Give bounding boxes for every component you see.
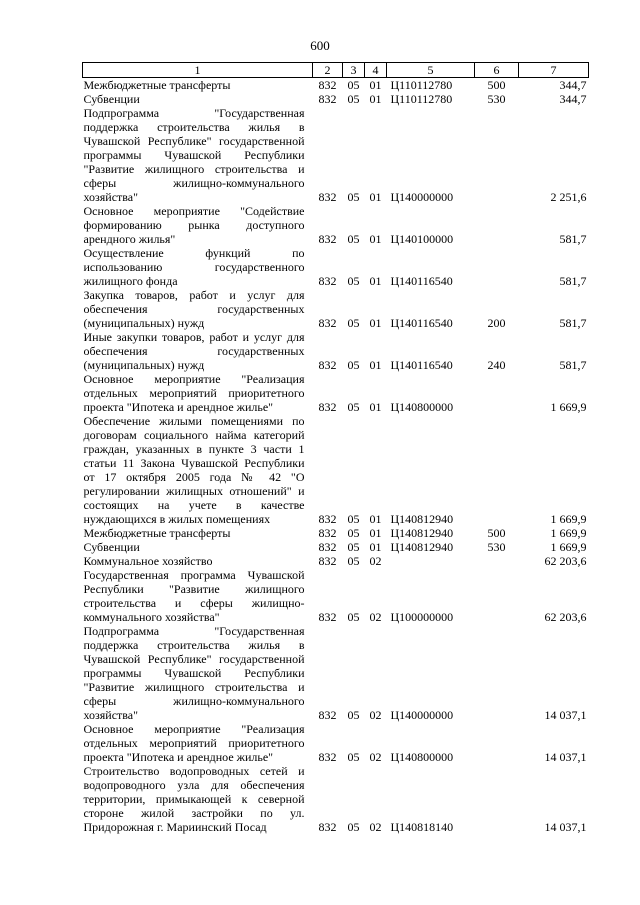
row-expense-type-cell xyxy=(475,764,519,834)
column-header-3: 3 xyxy=(343,63,365,78)
row-subsection-cell: 01 xyxy=(369,526,382,540)
row-name-cell: Строительство водопроводных сетей и водопроводного узла для обеспечения территории, примыкающей к северной стороне жилой застройки по ул. Придорожная г. Мариинский Посад xyxy=(83,764,305,834)
row-ministry-cell: 832 xyxy=(318,232,337,246)
row-ministry-cell: 832 xyxy=(318,512,337,526)
row-name-cell: Основное мероприятие "Реализация отдельных мероприятий приоритетного проекта "Ипотека и арендное жилье" xyxy=(83,722,305,764)
row-amount-cell: 62 203,6 xyxy=(544,610,587,624)
row-expense-type-cell: 200 xyxy=(487,316,506,330)
table-row xyxy=(83,526,589,540)
row-subsection-cell: 02 xyxy=(369,554,382,568)
row-amount-cell: 62 203,6 xyxy=(544,554,587,568)
row-amount-cell: 581,7 xyxy=(559,274,587,288)
row-expense-type-cell: 500 xyxy=(487,526,506,540)
row-expense-type-cell: 530 xyxy=(487,540,506,554)
row-amount-cell: 344,7 xyxy=(559,92,587,106)
row-amount-cell: 581,7 xyxy=(559,358,587,372)
table-row xyxy=(83,414,589,526)
row-target-code-cell: Ц140812940 xyxy=(390,526,454,540)
row-amount-cell: 1 669,9 xyxy=(550,512,587,526)
row-section-cell: 05 xyxy=(347,750,360,764)
row-section-cell: 05 xyxy=(347,232,360,246)
table-row xyxy=(83,246,589,288)
row-target-code-cell: Ц140116540 xyxy=(390,274,453,288)
row-section-cell: 05 xyxy=(347,358,360,372)
row-amount-cell: 1 669,9 xyxy=(550,540,587,554)
table-row xyxy=(83,372,589,414)
column-header-2: 2 xyxy=(313,63,343,78)
table-row xyxy=(83,288,589,330)
row-ministry-cell: 832 xyxy=(318,540,337,554)
row-subsection-cell: 02 xyxy=(369,820,382,834)
row-amount-cell: 14 037,1 xyxy=(544,820,587,834)
table-row xyxy=(83,554,589,568)
row-name-cell: Межбюджетные трансферты xyxy=(83,78,231,92)
row-subsection-cell: 01 xyxy=(369,512,382,526)
row-target-code-cell: Ц140800000 xyxy=(390,750,454,764)
row-subsection-cell: 01 xyxy=(369,232,382,246)
row-target-code-cell: Ц110112780 xyxy=(390,78,453,92)
table-header xyxy=(83,63,589,78)
row-ministry-cell: 832 xyxy=(318,92,337,106)
row-target-code-cell: Ц140800000 xyxy=(390,400,454,414)
row-subsection-cell: 01 xyxy=(369,190,382,204)
budget-table xyxy=(82,62,589,834)
row-ministry-cell: 832 xyxy=(318,526,337,540)
row-ministry-cell: 832 xyxy=(318,820,337,834)
row-section-cell: 05 xyxy=(347,92,360,106)
row-target-code-cell: Ц100000000 xyxy=(390,610,454,624)
row-name-cell: Основное мероприятие "Реализация отдельных мероприятий приоритетного проекта "Ипотека и арендное жилье" xyxy=(83,372,305,414)
table-row xyxy=(83,722,589,764)
row-amount-cell: 2 251,6 xyxy=(550,190,587,204)
page-number: 600 xyxy=(310,38,330,53)
column-header-5: 5 xyxy=(387,63,475,78)
row-name-cell: Субвенции xyxy=(83,540,140,554)
row-amount-cell: 1 669,9 xyxy=(550,400,587,414)
row-name-cell: Обеспечение жилыми помещениями по договорам социального найма категорий граждан, указанных в пункте 3 части 1 статьи 11 Закона Чувашской Республики от 17 октября 2005 года № 42 "О регулировании жилищных отношений" и состоящих на учете в качестве нуждающихся в жилых помещениях xyxy=(83,414,305,526)
row-name-cell: Иные закупки товаров, работ и услуг для обеспечения государственных (муниципальных) нужд xyxy=(83,330,305,372)
row-name-cell: Межбюджетные трансферты xyxy=(83,526,231,540)
row-target-code-cell: Ц140818140 xyxy=(390,820,454,834)
header-row xyxy=(83,63,589,78)
row-ministry-cell: 832 xyxy=(318,358,337,372)
row-expense-type-cell xyxy=(475,204,519,246)
row-expense-type-cell xyxy=(475,722,519,764)
table-row xyxy=(83,568,589,624)
table-row xyxy=(83,624,589,722)
row-name-cell: Субвенции xyxy=(83,92,140,106)
row-section-cell: 05 xyxy=(347,820,360,834)
row-name-cell: Коммунальное хозяйство xyxy=(83,554,213,568)
row-section-cell: 05 xyxy=(347,554,360,568)
row-ministry-cell: 832 xyxy=(318,190,337,204)
row-ministry-cell: 832 xyxy=(318,400,337,414)
row-subsection-cell: 01 xyxy=(369,358,382,372)
row-subsection-cell: 01 xyxy=(369,78,382,92)
row-subsection-cell: 01 xyxy=(369,316,382,330)
row-subsection-cell: 02 xyxy=(369,750,382,764)
row-target-code-cell: Ц140000000 xyxy=(390,708,454,722)
row-amount-cell: 581,7 xyxy=(559,232,587,246)
row-target-code-cell: Ц140116540 xyxy=(390,358,453,372)
table-row xyxy=(83,92,589,106)
row-ministry-cell: 832 xyxy=(318,274,337,288)
table-body xyxy=(83,78,589,835)
row-amount-cell: 14 037,1 xyxy=(544,708,587,722)
row-subsection-cell: 01 xyxy=(369,92,382,106)
column-header-6: 6 xyxy=(475,63,519,78)
table-row xyxy=(83,540,589,554)
row-ministry-cell: 832 xyxy=(318,750,337,764)
row-target-code-cell: Ц110112780 xyxy=(390,92,453,106)
row-expense-type-cell xyxy=(475,246,519,288)
row-ministry-cell: 832 xyxy=(318,78,337,92)
row-ministry-cell: 832 xyxy=(318,316,337,330)
row-name-cell: Закупка товаров, работ и услуг для обеспечения государственных (муниципальных) нужд xyxy=(83,288,305,330)
row-ministry-cell: 832 xyxy=(318,708,337,722)
row-expense-type-cell xyxy=(475,554,519,568)
row-section-cell: 05 xyxy=(347,610,360,624)
row-section-cell: 05 xyxy=(347,512,360,526)
row-expense-type-cell: 530 xyxy=(487,92,506,106)
row-section-cell: 05 xyxy=(347,316,360,330)
row-amount-cell: 1 669,9 xyxy=(550,526,587,540)
row-expense-type-cell: 500 xyxy=(487,78,506,92)
row-target-code-cell: Ц140100000 xyxy=(390,232,454,246)
row-ministry-cell: 832 xyxy=(318,610,337,624)
row-name-cell: Основное мероприятие "Содействие формированию рынка доступного арендного жилья" xyxy=(83,204,305,246)
row-expense-type-cell xyxy=(475,624,519,722)
row-expense-type-cell xyxy=(475,372,519,414)
row-target-code-cell: Ц140000000 xyxy=(390,190,454,204)
column-header-7: 7 xyxy=(519,63,589,78)
row-amount-cell: 581,7 xyxy=(559,316,587,330)
row-section-cell: 05 xyxy=(347,540,360,554)
row-section-cell: 05 xyxy=(347,78,360,92)
row-target-code-cell: Ц140812940 xyxy=(390,540,454,554)
row-name-cell: Государственная программа Чувашской Республики "Развитие жилищного строительства и сферы жилищно-коммунального хозяйства" xyxy=(83,568,305,624)
row-expense-type-cell xyxy=(475,106,519,204)
row-subsection-cell: 02 xyxy=(369,610,382,624)
row-section-cell: 05 xyxy=(347,274,360,288)
column-header-1: 1 xyxy=(83,63,313,78)
row-section-cell: 05 xyxy=(347,400,360,414)
table-row xyxy=(83,106,589,204)
table-row xyxy=(83,78,589,93)
row-amount-cell: 344,7 xyxy=(559,78,587,92)
row-subsection-cell: 01 xyxy=(369,400,382,414)
row-target-code-cell: Ц140812940 xyxy=(390,512,454,526)
row-ministry-cell: 832 xyxy=(318,554,337,568)
row-section-cell: 05 xyxy=(347,190,360,204)
table-row xyxy=(83,330,589,372)
row-name-cell: Подпрограмма "Государственная поддержка строительства жилья в Чувашской Республике" государственной программы Чувашской Республики "Развитие жилищного строительства и сферы жилищно-коммунального хозяйства" xyxy=(83,624,305,722)
row-expense-type-cell xyxy=(475,568,519,624)
row-subsection-cell: 02 xyxy=(369,708,382,722)
row-expense-type-cell: 240 xyxy=(487,358,506,372)
row-section-cell: 05 xyxy=(347,708,360,722)
row-subsection-cell: 01 xyxy=(369,274,382,288)
column-header-4: 4 xyxy=(365,63,387,78)
row-name-cell: Осуществление функций по использованию государственного жилищного фонда xyxy=(83,246,305,288)
row-amount-cell: 14 037,1 xyxy=(544,750,587,764)
table-row xyxy=(83,204,589,246)
row-section-cell: 05 xyxy=(347,526,360,540)
row-name-cell: Подпрограмма "Государственная поддержка строительства жилья в Чувашской Республике" государственной программы Чувашской Республики "Развитие жилищного строительства и сферы жилищно-коммунального хозяйства" xyxy=(83,106,305,204)
row-target-code-cell: Ц140116540 xyxy=(390,316,453,330)
row-subsection-cell: 01 xyxy=(369,540,382,554)
table-row xyxy=(83,764,589,834)
row-target-code-cell xyxy=(387,554,475,568)
row-expense-type-cell xyxy=(475,414,519,526)
